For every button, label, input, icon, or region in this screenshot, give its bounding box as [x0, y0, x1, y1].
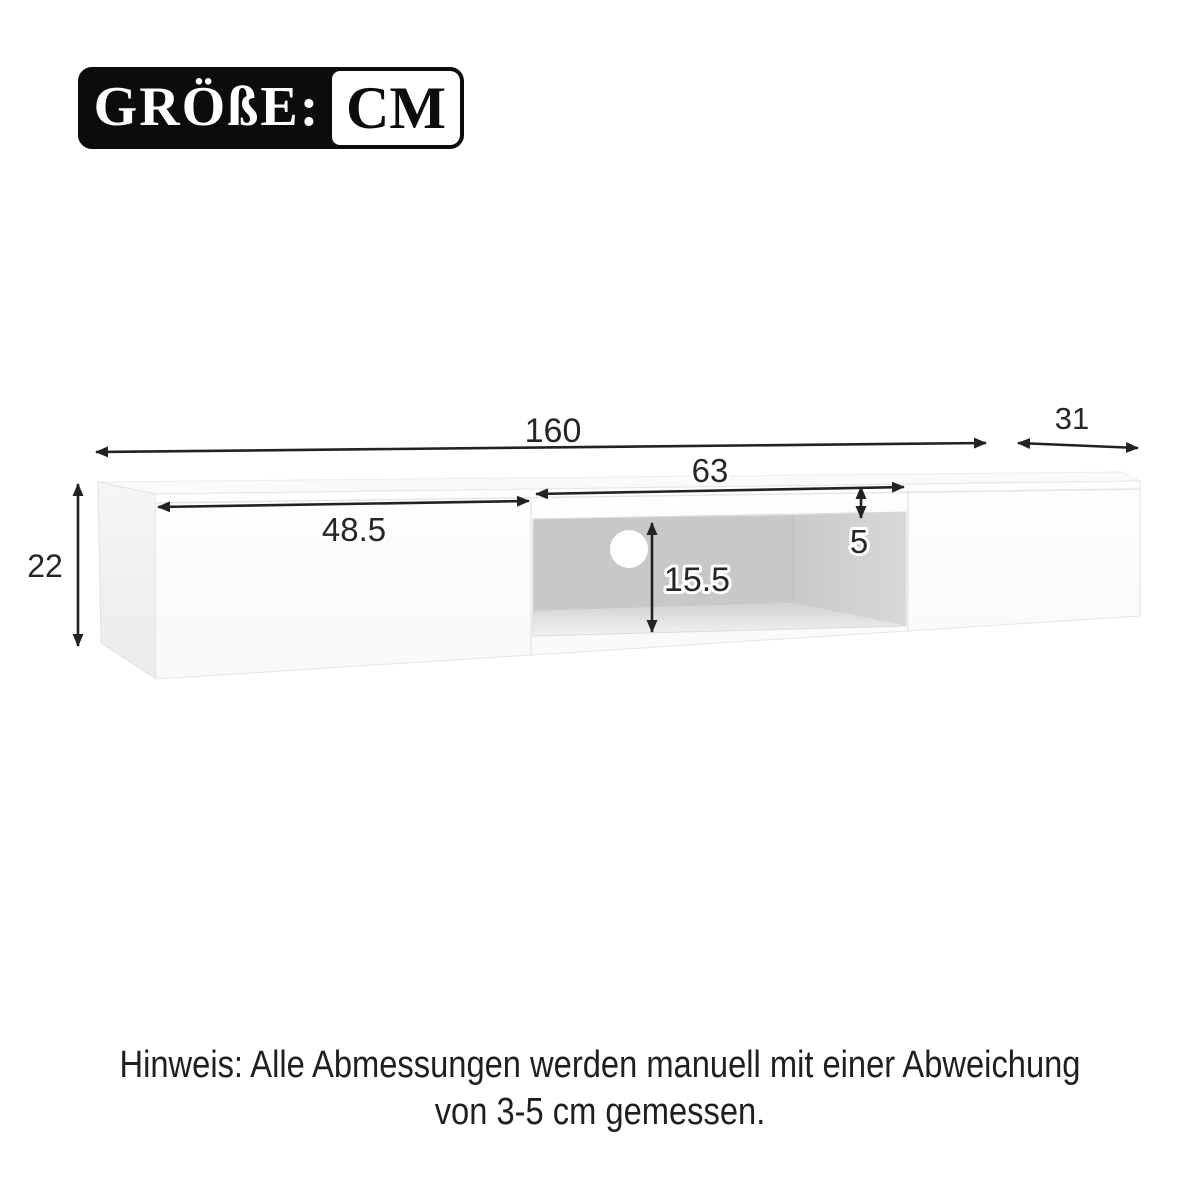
depth-label: 31 — [1054, 401, 1090, 436]
height-label: 22 — [27, 548, 63, 584]
note-line-1: Hinweis: Alle Abmessungen werden manuell mit einer Abweichung — [119, 1044, 1081, 1086]
note-line-2: von 3-5 cm gemessen. — [434, 1091, 766, 1133]
depth-arrow — [1018, 443, 1138, 448]
size-badge-unit: CM — [332, 71, 460, 145]
size-badge-label: GRÖßE: — [93, 75, 321, 138]
cabinet-left-panel — [98, 482, 156, 679]
opening-width-label: 63 — [691, 452, 729, 489]
cable-hole — [610, 530, 648, 568]
drawer-width-label: 48.5 — [321, 511, 387, 548]
total-width-label: 160 — [524, 412, 582, 450]
rail-height-label: 5 — [849, 523, 869, 560]
opening-height-label: 15.5 — [663, 561, 731, 599]
measurement-note — [84, 1042, 1116, 1136]
